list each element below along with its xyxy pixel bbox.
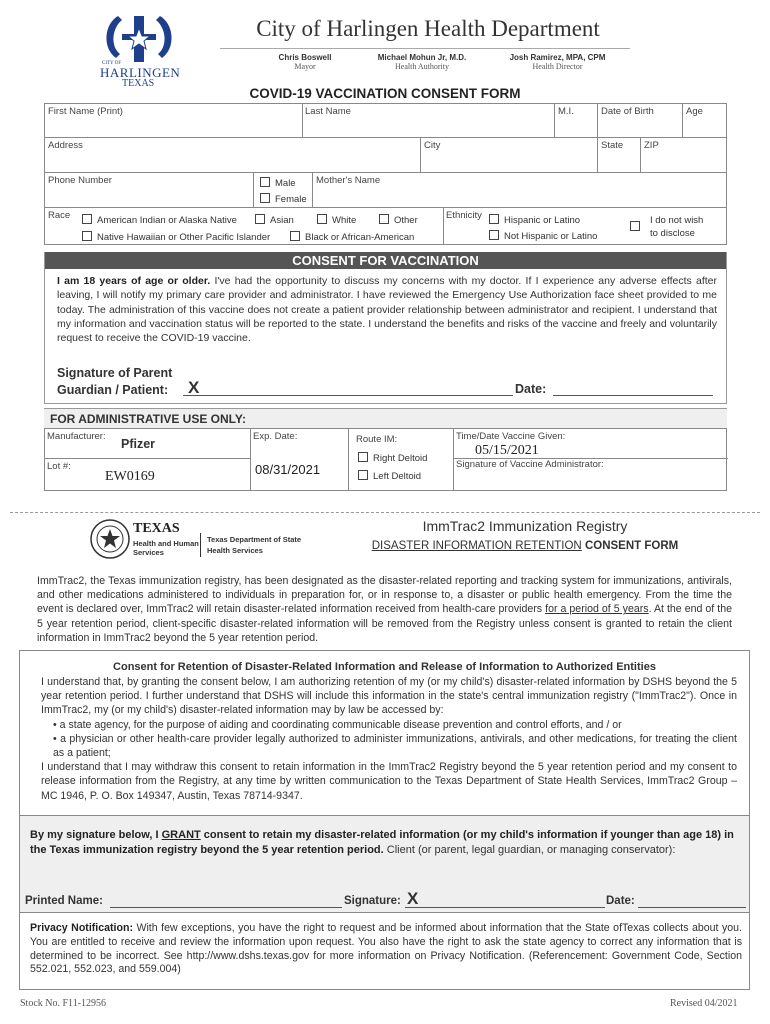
city-field[interactable]: City [424,140,441,151]
official-health-director: Josh Ramirez, MPA, CPM Health Director [509,53,606,71]
administrator-signature-field[interactable]: Signature of Vaccine Administrator: [456,459,604,470]
privacy-notification-box [19,912,750,990]
patient-signature-x: X [188,378,200,397]
title-rule [220,48,630,49]
race-white[interactable]: White [317,214,356,226]
manufacturer-value[interactable]: Pfizer [121,437,156,451]
row-race: Race American Indian or Alaska Native Asian White Other Native Hawaiian or Other Pacific Islander Black or African-American Ethnicity Hispanic or Latino Not Hispanic or Latino I do not wish to disclose [44,207,727,245]
consent-paragraph: I am 18 years of age or older. I've had the opportunity to discuss my concerns with my doctor. If I experience any adverse effects after leaving, I will notify my primary care provider and administrator. I have reviewed the Emergency Use Authorization face sheet provided to me today. The administration of this vaccine does not create a patient provider relationship between administrator and recipient. I understand that my information and vaccination status will be reported to the state. I understand the benefits and risks of the vaccine and freely and voluntarily request to receive the COVID-19 vaccine. [57,275,717,345]
female-checkbox[interactable] [260,193,270,203]
race-black[interactable]: Black or African-American [290,231,414,243]
last-name-field[interactable]: Last Name [305,106,351,117]
patient-date-label: Date: [515,382,547,396]
logo-state-text: TEXAS [122,78,155,89]
male-option[interactable]: Male [260,177,296,189]
retention-text: I understand that, by granting the consent below, I am authorizing retention of my (or my child's) disaster-related information by DSHS beyond the 5 year retention period. I further understand that DSHS will include this information in the state's central immunization registry ("ImmTrac2"). Once in ImmTrac2, my (or my child's) disaster-related information may by law be accessed by: • a state agency, for the purpose of aiding and coordinating communicable disease prevention and control efforts, and / or • a physician or other health-care provider legally authorized to administer immunizations, antivirals, and other medications, for treating the client as a patient; I understand that I may withdraw this consent to retain information in the ImmTrac2 Registry beyond the 5 year retention period and my consent to release information from the Registry, at any time by written communication to the Texas Department of State Health Services, ImmTrac2 Group – MC 1946, P. O. Box 149347, Austin, Texas 78714-9347. [41,676,737,802]
form-title: COVID-19 VACCINATION CONSENT FORM [249,86,521,101]
mothers-name-field[interactable]: Mother's Name [316,175,381,186]
admin-heading-bar: FOR ADMINISTRATIVE USE ONLY: [44,408,727,428]
race-label: Race [48,210,71,221]
grant-consent-box [19,815,750,913]
first-name-field[interactable]: First Name (Print) [48,106,123,117]
retention-consent-box [19,650,750,816]
row-phone [44,172,727,208]
printed-name-label: Printed Name: [25,895,103,907]
texas-seal-icon [90,519,130,559]
row-address [44,137,727,173]
retention-heading: Consent for Retention of Disaster-Related Information and Release of Information to Authorized Entities [113,661,656,673]
date-given-value[interactable]: 05/15/2021 [475,443,539,458]
ethnicity-hispanic[interactable]: Hispanic or Latino [489,214,580,226]
middle-initial-field[interactable]: M.I. [558,106,574,117]
logo-small-text: CITY OF [102,61,122,66]
admin-table: Manufacturer: Pfizer Lot #: EW0169 Exp. Date: 08/31/2021 Route IM: Right Deltoid Left Deltoid Time/Date Vaccine Given: 05/15/2021 Signature of Vaccine Administrator: [44,428,727,491]
official-mayor: Chris Boswell Mayor [278,53,332,71]
expiration-date-value[interactable]: 08/31/2021 [255,462,321,477]
patient-signature-label: Signature of Parent Guardian / Patient: [57,366,173,397]
ethnicity-label: Ethnicity [446,210,482,221]
zip-field[interactable]: ZIP [644,140,659,151]
address-field[interactable]: Address [48,140,83,151]
official-health-authority: Michael Mohun Jr, M.D. Health Authority [377,53,467,71]
registry-title: ImmTrac2 Immunization Registry [422,518,628,534]
race-native-hawaiian[interactable]: Native Hawaiian or Other Pacific Islander [82,231,270,243]
cut-line [10,512,760,513]
registry-signature-label: Signature: [344,895,401,907]
consent-heading-bar: CONSENT FOR VACCINATION [45,252,726,269]
route-right-deltoid[interactable]: Right Deltoid [358,452,427,464]
age-field[interactable]: Age [686,106,703,117]
department-title: City of Harlingen Health Department [256,16,600,41]
female-option[interactable]: Female [260,193,307,205]
patient-signature-line[interactable] [183,395,513,396]
registry-date-label: Date: [606,895,635,907]
date-of-birth-field[interactable]: Date of Birth [601,106,654,117]
race-american-indian[interactable]: American Indian or Alaska Native [82,214,237,226]
route-left-deltoid[interactable]: Left Deltoid [358,470,421,482]
lot-number-value[interactable]: EW0169 [105,469,155,484]
male-checkbox[interactable] [260,177,270,187]
hhs-logo: TEXAS Health and Human Services Texas Department of State Health Services [90,519,310,561]
city-logo [96,10,182,88]
patient-date-line[interactable] [553,395,713,396]
immtrac-intro: ImmTrac2, the Texas immunization registry, has been designated as the disaster-related reporting and tracking system for immunizations, antivirals, and other medications administered to individuals in preparation for, or in response to, a disaster or public health emergency. From the time the event is declared over, ImmTrac2 will retain disaster-related information received from health-care providers for a period of 5 years. At the end of the 5 year retention period, client-specific disaster-related information will be removed from the Registry unless consent is granted to retain the client information in ImmTrac2 beyond the 5 year retention period. [37,575,732,644]
ethnicity-not-hispanic[interactable]: Not Hispanic or Latino [489,230,597,242]
privacy-text: Privacy Notification: With few exceptions, you have the right to request and be informed about information that the State ofTexas collects about you. You are entitled to receive and review the information upon request. You also have the right to ask the state agency to correct any information that is determined to be incorrect. See http://www.dshs.texas.gov for more information on Privacy Notification. (Referencement: Government Code, Section 552.021, 552.023, and 559.004) [30,922,742,976]
stock-number: Stock No. F11-12956 [20,998,107,1009]
registry-signature-x: X [407,889,419,908]
row-name [44,103,727,138]
revision-date: Revised 04/2021 [670,998,738,1009]
race-other[interactable]: Other [379,214,418,226]
registry-signature-line[interactable] [405,907,605,908]
phone-number-field[interactable]: Phone Number [48,175,112,186]
do-not-disclose-checkbox[interactable] [630,221,640,231]
race-asian[interactable]: Asian [255,214,294,226]
printed-name-line[interactable] [110,907,342,908]
registry-date-line[interactable] [638,907,746,908]
logo-city-text: HARLINGEN [100,65,181,80]
registry-subtitle: DISASTER INFORMATION RETENTION CONSENT FORM [371,540,679,552]
consent-section [44,252,727,404]
state-field[interactable]: State [601,140,624,151]
grant-text: By my signature below, I GRANT consent to retain my disaster-related information (or my child's information if younger than age 18) in the Texas immunization registry beyond the 5 year retention period. Client (or parent, legal guardian, or managing conservator): [30,829,734,856]
